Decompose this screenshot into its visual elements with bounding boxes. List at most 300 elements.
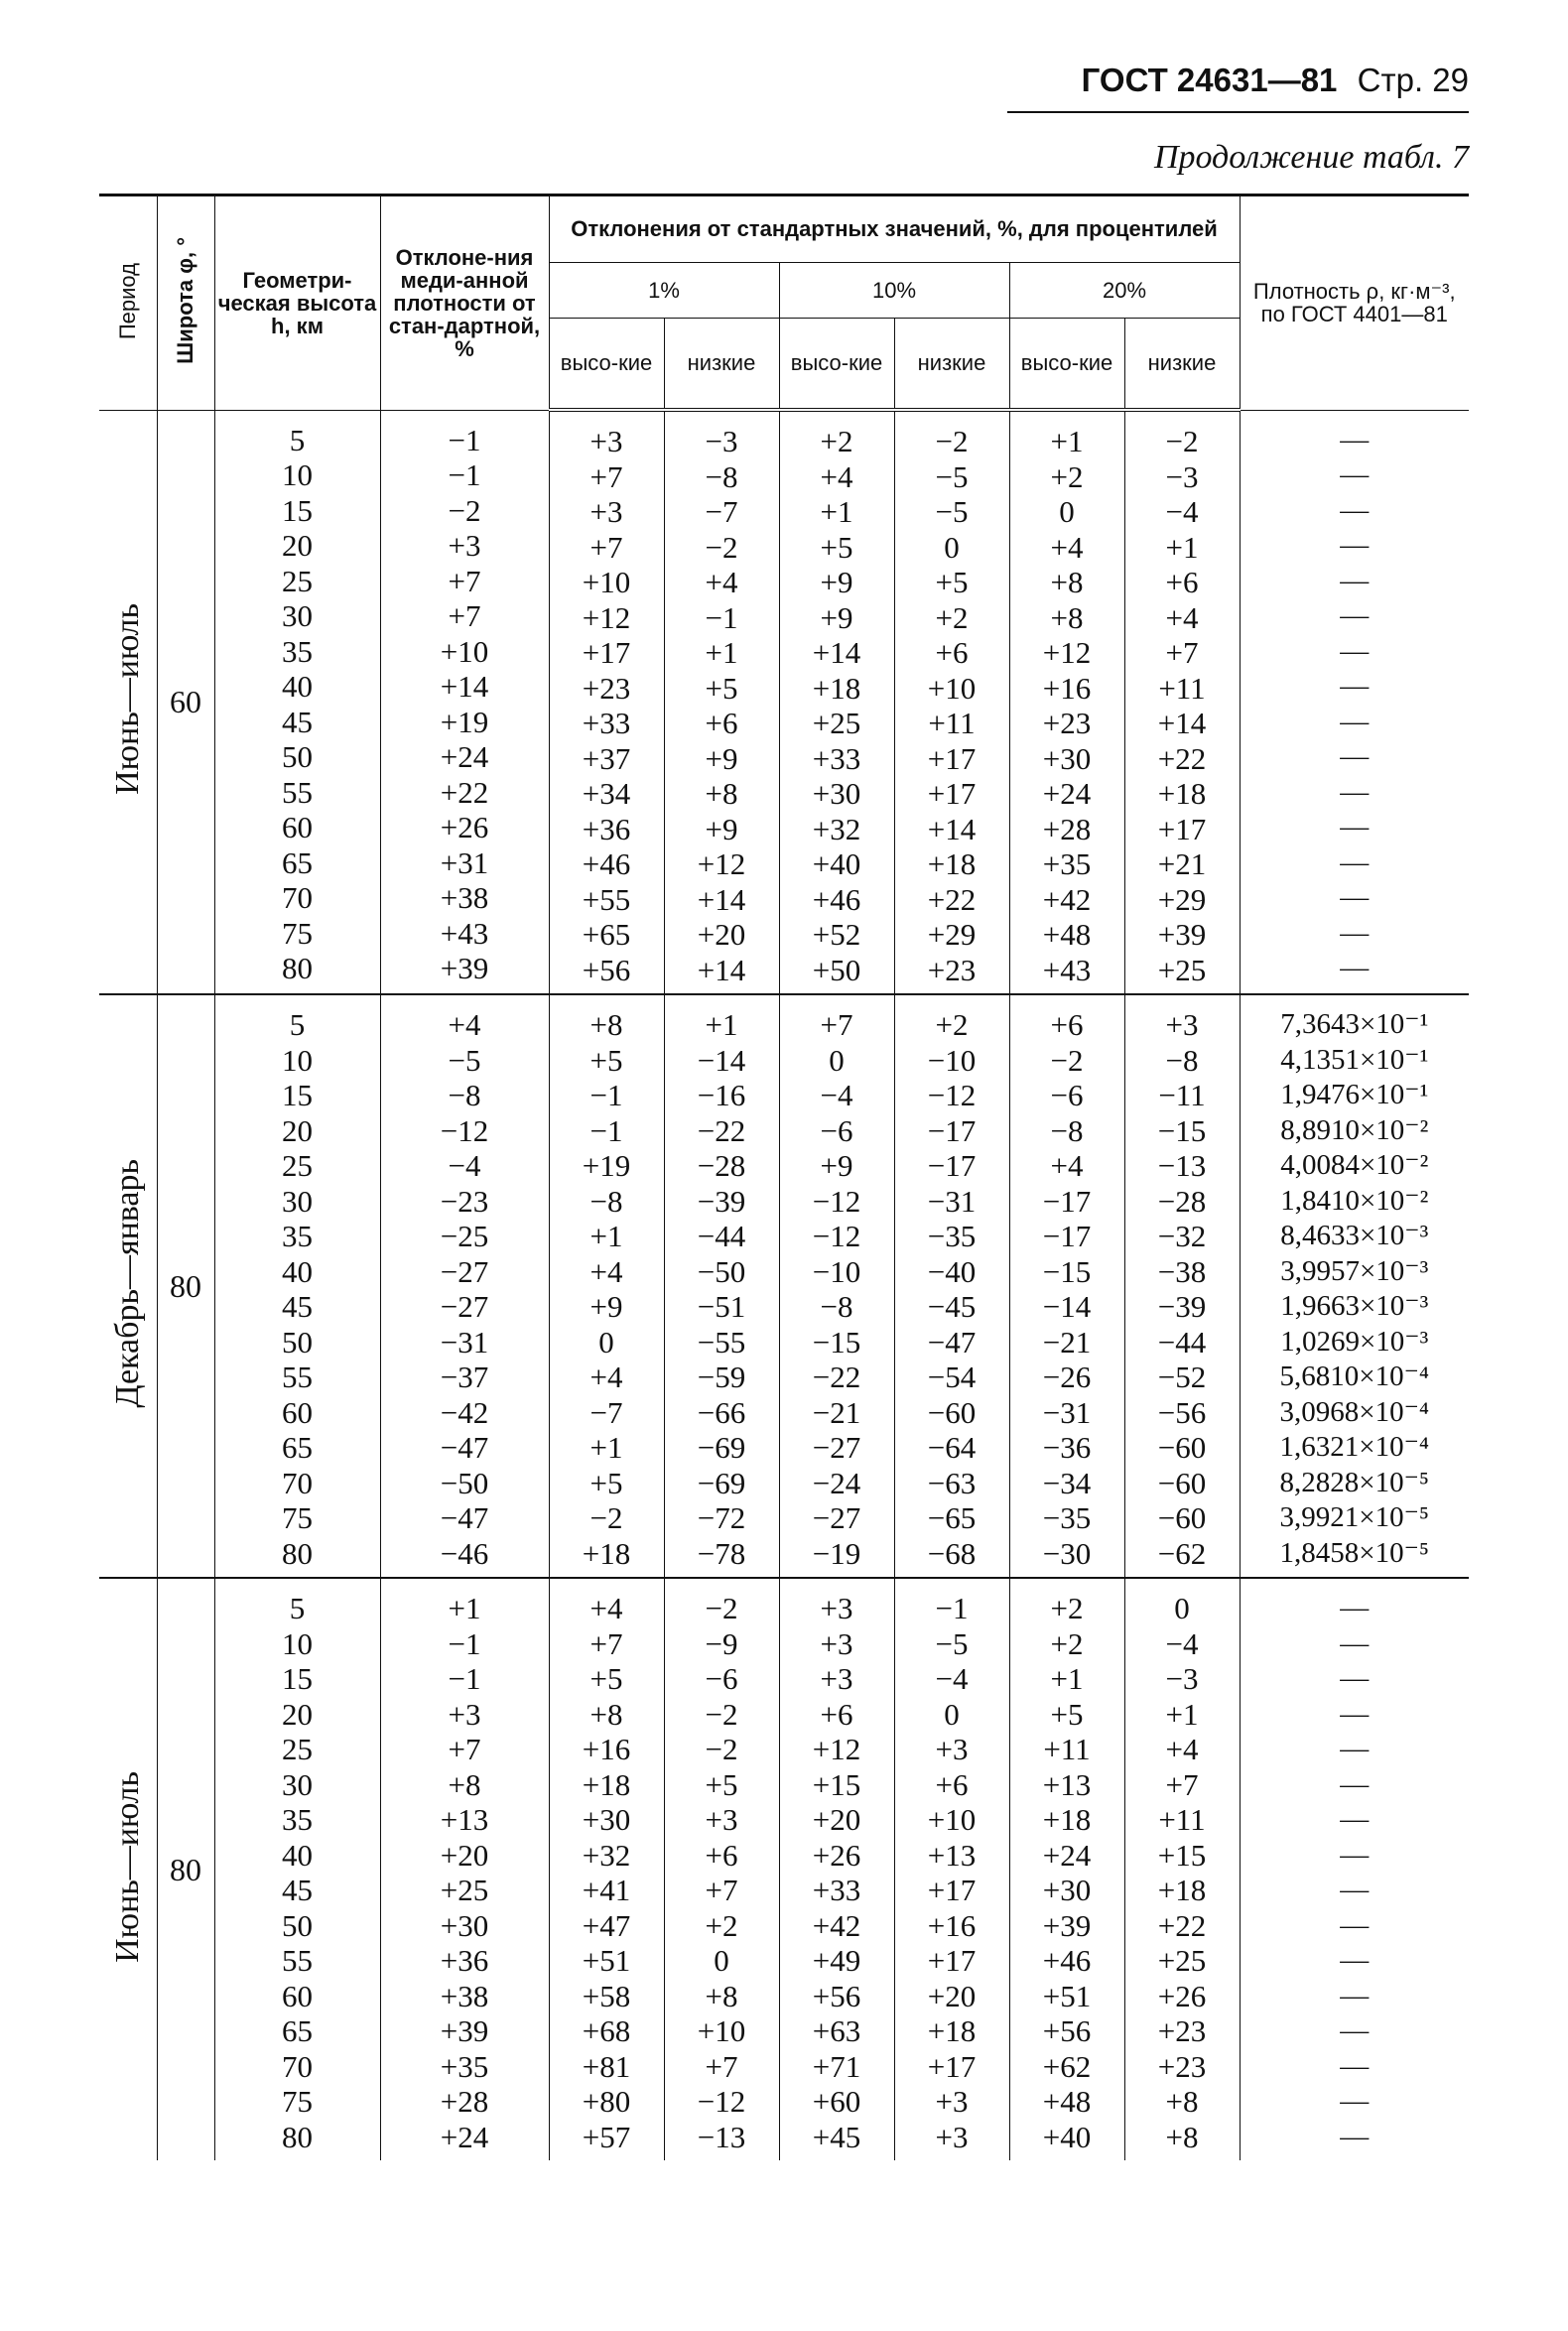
table-cell: +31 [440,844,489,880]
table-cell: −39 [1157,1289,1207,1324]
table-cell: +24 [440,2119,489,2154]
table-cell: +65 [582,917,631,952]
table-cell: 1,8410×10⁻² [1280,1184,1429,1217]
table-cell: +1 [705,1007,738,1042]
table-cell: +60 [812,2084,861,2119]
table-cell: −19 [812,1535,861,1571]
table-cell: −22 [697,1112,746,1148]
density-column [1240,994,1469,1578]
table-cell: −17 [927,1112,977,1148]
table-cell: 70 [282,2048,313,2084]
table-cell: −4 [1165,1625,1199,1661]
table-cell: +5 [935,565,969,599]
table-cell: −9 [705,1625,738,1661]
table-cell: +8 [589,1007,623,1042]
table-cell: −47 [440,1500,489,1535]
table-cell: +28 [440,2084,489,2119]
table-cell: +38 [440,1978,489,2013]
table-cell: +10 [440,633,489,669]
table-cell: −8 [448,1078,481,1112]
table-cell: −28 [1157,1183,1207,1219]
table-cell: — [1340,529,1370,561]
table-cell: 35 [282,633,313,669]
table-cell: — [1340,1944,1370,1976]
table-cell: −21 [812,1394,861,1430]
table-cell: +4 [1165,1732,1199,1766]
table-cell: −60 [1157,1430,1207,1465]
table-cell: 80 [282,1535,313,1571]
p20-high-column [1009,994,1124,1578]
table-cell: 60 [282,810,313,844]
table-cell: +10 [927,1802,977,1837]
table-cell: −69 [697,1430,746,1465]
table-cell: −38 [1157,1253,1207,1289]
table-cell: +9 [820,565,853,599]
table-cell: −30 [1042,1535,1092,1571]
table-cell: +24 [1042,776,1092,811]
table-cell: −7 [705,494,738,529]
table-cell: +22 [1157,1907,1207,1943]
table-cell: +19 [582,1148,631,1183]
table-cell: 8,4633×10⁻³ [1280,1220,1429,1251]
table-cell: +25 [812,706,861,740]
table-cell: 50 [282,1324,313,1360]
table-cell: −78 [697,1535,746,1571]
table-cell: +20 [440,1837,489,1873]
table-cell: −2 [1165,424,1199,458]
table-cell: +3 [820,1661,853,1696]
table-cell: — [1340,845,1370,878]
table-cell: 0 [1059,494,1075,529]
table-cell: — [1340,423,1370,455]
table-cell: +42 [812,1907,861,1943]
table-cell: +56 [582,952,631,987]
table-cell: 1,9663×10⁻³ [1280,1290,1429,1322]
table-cell: +46 [1042,1943,1092,1978]
group-row [99,994,1469,1578]
latitude-cell: 80 [157,994,214,1578]
table-cell: −50 [697,1253,746,1289]
table-cell: −36 [1042,1430,1092,1465]
table-cell: 3,9921×10⁻⁵ [1279,1501,1430,1533]
table-cell: +10 [697,2013,746,2048]
p1-high-column [549,1578,664,2160]
table-cell: −65 [927,1500,977,1535]
table-cell: +17 [927,1943,977,1978]
table-cell: +4 [448,1007,481,1042]
table-cell: 20 [282,1112,313,1148]
table-cell: +34 [582,776,631,811]
table-cell: +33 [582,706,631,740]
table-cell: +18 [582,1766,631,1802]
table-cell: −4 [448,1148,481,1183]
table-cell: −8 [705,458,738,494]
table-cell: +5 [820,529,853,565]
table-cell: — [1340,1592,1370,1623]
table-cell: −60 [1157,1500,1207,1535]
table-cell: −12 [440,1112,489,1148]
median-column [380,1578,549,2160]
table-cell: +11 [1158,670,1206,706]
table-cell: −17 [1042,1183,1092,1219]
table-cell: +2 [1050,458,1084,494]
table-cell: 30 [282,1766,313,1802]
table-cell: +39 [440,951,489,985]
table-cell: +14 [812,635,861,670]
table-cell: −5 [935,1625,969,1661]
table-cell: +36 [582,811,631,846]
table-cell: +22 [440,774,489,810]
table-cell: 8,2828×10⁻⁵ [1279,1466,1430,1498]
group-row [99,410,1469,994]
p10-high-column [779,1578,894,2160]
table-cell: +13 [927,1837,977,1873]
p1-low-column [664,994,779,1578]
table-cell: 45 [282,704,313,739]
table-cell: −17 [927,1148,977,1183]
table-cell: — [1340,2120,1370,2152]
table-cell: +4 [589,1591,623,1625]
table-cell: −1 [448,1661,481,1696]
table-cell: 25 [282,1732,313,1766]
table-cell: +1 [820,494,853,529]
p10-low-column [894,994,1009,1578]
p1-low-column [664,410,779,994]
table-cell: +48 [1042,2084,1092,2119]
table-cell: +10 [582,565,631,599]
col-header-p10-high: высо-кие [779,319,894,411]
table-cell: −1 [589,1078,623,1112]
table-cell: −35 [1042,1500,1092,1535]
table-body [99,410,1469,2160]
table-cell: +43 [440,915,489,951]
table-cell: +8 [705,1978,738,2013]
table-cell: −16 [697,1078,746,1112]
table-cell: +18 [927,846,977,881]
table-cell: −14 [1042,1289,1092,1324]
table-cell: +1 [1165,529,1199,565]
table-cell: +33 [812,740,861,776]
table-cell: −44 [697,1219,746,1253]
table-cell: −31 [1042,1394,1092,1430]
table-cell: +7 [705,2048,738,2084]
table-cell: −50 [440,1465,489,1500]
table-cell: −31 [927,1183,977,1219]
p10-low-column [894,410,1009,994]
table-cell: 0 [714,1943,729,1978]
table-cell: +1 [589,1219,623,1253]
table-cell: −2 [705,1591,738,1625]
table-cell: −2 [448,492,481,528]
table-cell: 0 [1174,1591,1190,1625]
table-cell: 0 [598,1324,614,1360]
table-cell: +39 [440,2013,489,2048]
table-cell: — [1340,1838,1370,1871]
table-cell: +13 [1042,1766,1092,1802]
table-cell: +17 [927,2048,977,2084]
table-cell: −15 [1042,1253,1092,1289]
table-cell: +32 [812,811,861,846]
table-cell: +18 [1042,1802,1092,1837]
table-cell: 10 [282,457,313,492]
table-cell: +3 [935,2119,969,2154]
page-header [1082,62,1469,100]
latitude-cell: 80 [157,1578,214,2160]
table-cell: +3 [448,1696,481,1732]
table-cell: −11 [1158,1078,1206,1112]
table-cell: +63 [812,2013,861,2048]
table-cell: +11 [928,706,976,740]
table-cell: +8 [1050,565,1084,599]
table-cell: — [1340,705,1370,737]
table-cell: 50 [282,1907,313,1943]
table-cell: −3 [705,424,738,458]
table-cell: −1 [448,422,481,457]
table-cell: +7 [448,1732,481,1766]
table-cell: +3 [1165,1007,1199,1042]
table-cell: 35 [282,1219,313,1253]
table-cell: — [1340,916,1370,949]
table-cell: +10 [927,670,977,706]
table-cell: +17 [927,740,977,776]
table-cell: 25 [282,1148,313,1183]
table-cell: +80 [582,2084,631,2119]
table-cell: — [1340,881,1370,913]
table-cell: −35 [927,1219,977,1253]
table-cell: −4 [935,1661,969,1696]
table-cell: −15 [1157,1112,1207,1148]
table-cell: +6 [935,1766,969,1802]
table-cell: −8 [589,1183,623,1219]
table-cell: +33 [812,1873,861,1907]
table-cell: −2 [705,529,738,565]
table-cell: +23 [1157,2013,1207,2048]
table-cell: −6 [1050,1078,1084,1112]
table-cell: +13 [440,1802,489,1837]
table-cell: +52 [812,917,861,952]
table-cell: +3 [589,494,623,529]
table-cell: −66 [697,1394,746,1430]
height-column [214,410,380,994]
table-cell: +25 [1157,1943,1207,1978]
table-cell: +45 [812,2119,861,2154]
period-cell: Июнь—июль [99,410,157,994]
table-cell: 40 [282,1253,313,1289]
table-cell: 20 [282,1696,313,1732]
table-cell: +9 [705,811,738,846]
table-cell: +18 [582,1535,631,1571]
table-cell: 4,0084×10⁻² [1280,1149,1429,1181]
table-cell: — [1340,952,1370,983]
table-cell: −37 [440,1360,489,1394]
table-cell: — [1340,1979,1370,2011]
table-cell: +14 [927,811,977,846]
table-cell: +29 [1157,881,1207,917]
table-cell: −15 [812,1324,861,1360]
col-header-latitude: Широта φ, ° [157,195,214,411]
table-cell: +6 [1050,1007,1084,1042]
col-header-p1-low: низкие [664,319,779,411]
table-cell: +35 [1042,846,1092,881]
density-column [1240,410,1469,994]
table-cell: −52 [1157,1360,1207,1394]
table-cell: — [1340,1733,1370,1764]
table-cell: +38 [440,880,489,915]
table-cell: — [1340,811,1370,842]
table-cell: +7 [1165,1766,1199,1802]
table-cell: −10 [927,1042,977,1078]
table-cell: +1 [589,1430,623,1465]
table-cell: +9 [820,1148,853,1183]
table-cell: −1 [448,457,481,492]
table-cell: +15 [1157,1837,1207,1873]
table-cell: −69 [697,1465,746,1500]
table-cell: +11 [1158,1802,1206,1837]
table-cell: +55 [582,881,631,917]
table-cell: +32 [582,1837,631,1873]
period-cell: Июнь—июль [99,1578,157,2160]
table-cell: 1,8458×10⁻⁵ [1279,1536,1430,1569]
table-cell: −6 [705,1661,738,1696]
table-cell: 5 [289,1591,306,1625]
table-cell: +4 [705,565,738,599]
table-cell: −27 [812,1430,861,1465]
table-cell: 15 [282,492,313,528]
table-cell: +24 [1042,1837,1092,1873]
table-cell: +23 [927,952,977,987]
table-cell: +4 [1165,599,1199,635]
table-cell: −47 [440,1430,489,1465]
table-cell: +56 [812,1978,861,2013]
table-cell: — [1340,1662,1370,1694]
col-header-density: Плотность ρ, кг·м⁻³, по ГОСТ 4401—81 [1240,195,1469,411]
table-cell: +9 [705,740,738,776]
col-header-p10: 10% [779,263,1009,319]
height-column [214,1578,380,2160]
p10-low-column [894,1578,1009,2160]
table-cell: +1 [448,1591,481,1625]
table-cell: −47 [927,1324,977,1360]
table-cell: +37 [582,740,631,776]
table-cell: −2 [935,424,969,458]
table-cell: +4 [820,458,853,494]
table-cell: −60 [1157,1465,1207,1500]
table-cell: +7 [1165,635,1199,670]
table-cell: — [1340,1803,1370,1835]
table-cell: −2 [589,1500,623,1535]
table-cell: −2 [705,1732,738,1766]
table-cell: 70 [282,880,313,915]
table-cell: −62 [1157,1535,1207,1571]
table-cell: +26 [440,810,489,844]
table-cell: −55 [697,1324,746,1360]
table-cell: +3 [820,1591,853,1625]
table-cell: +18 [812,670,861,706]
table-cell: +48 [1042,917,1092,952]
table-cell: +12 [697,846,746,881]
col-header-p1: 1% [549,263,779,319]
table-cell: +2 [1050,1591,1084,1625]
table-cell: +2 [705,1907,738,1943]
table-cell: −54 [927,1360,977,1394]
table-cell: +51 [582,1943,631,1978]
table-cell: +43 [1042,952,1092,987]
table-cell: +11 [1043,1732,1091,1766]
table-cell: +23 [1042,706,1092,740]
table-cell: 30 [282,598,313,633]
table-cell: +5 [589,1465,623,1500]
p20-high-column [1009,410,1124,994]
table-cell: 10 [282,1042,313,1078]
table-cell: +26 [812,1837,861,1873]
table-cell: 1,9476×10⁻¹ [1280,1079,1429,1110]
table-cell: −2 [1050,1042,1084,1078]
table-cell: +8 [1165,2084,1199,2119]
table-cell: +8 [1165,2119,1199,2154]
table-cell: +12 [1042,635,1092,670]
table-cell: 7,3643×10⁻¹ [1280,1008,1429,1040]
table-cell: +2 [935,1007,969,1042]
table-cell: +5 [705,1766,738,1802]
table-cell: — [1340,2014,1370,2046]
table-cell: +6 [935,635,969,670]
table-cell: −23 [440,1183,489,1219]
p10-high-column [779,994,894,1578]
table-cell: −21 [1042,1324,1092,1360]
table-cell: +18 [1157,1873,1207,1907]
table-cell: +42 [1042,881,1092,917]
table-cell: −5 [935,494,969,529]
table-cell: +21 [1157,846,1207,881]
table-cell: +3 [448,528,481,563]
table-cell: +14 [440,669,489,704]
table-cell: −68 [927,1535,977,1571]
table-cell: 3,0968×10⁻⁴ [1279,1395,1430,1428]
table-cell: +29 [927,917,977,952]
table-cell: −28 [697,1148,746,1183]
table-cell: 55 [282,1943,313,1978]
col-header-height: Геометри-ческая высота h, км [214,195,380,411]
table-cell: +7 [589,529,623,565]
table-cell: +14 [697,952,746,987]
table-cell: +15 [812,1766,861,1802]
table-cell: 8,8910×10⁻² [1280,1113,1429,1146]
table-cell: +39 [1042,1907,1092,1943]
latitude-cell: 60 [157,410,214,994]
table-cell: +49 [812,1943,861,1978]
header-rule [1007,111,1469,113]
table-cell: — [1340,1626,1370,1659]
table-cell: +8 [705,776,738,811]
table-cell: −59 [697,1360,746,1394]
table-cell: +40 [1042,2119,1092,2154]
table-cell: — [1340,634,1370,667]
table-cell: 5 [289,422,306,457]
table-cell: +4 [589,1360,623,1394]
p1-high-column [549,410,664,994]
table-cell: −40 [927,1253,977,1289]
table-cell: — [1340,670,1370,702]
p10-high-column [779,410,894,994]
table-cell: 55 [282,1360,313,1394]
table-cell: +5 [589,1042,623,1078]
table-cell: +6 [705,1837,738,1873]
table-cell: +3 [935,2084,969,2119]
height-column [214,994,380,1578]
table-cell: +16 [582,1732,631,1766]
table-cell: 20 [282,528,313,563]
table-cell: +8 [589,1696,623,1732]
